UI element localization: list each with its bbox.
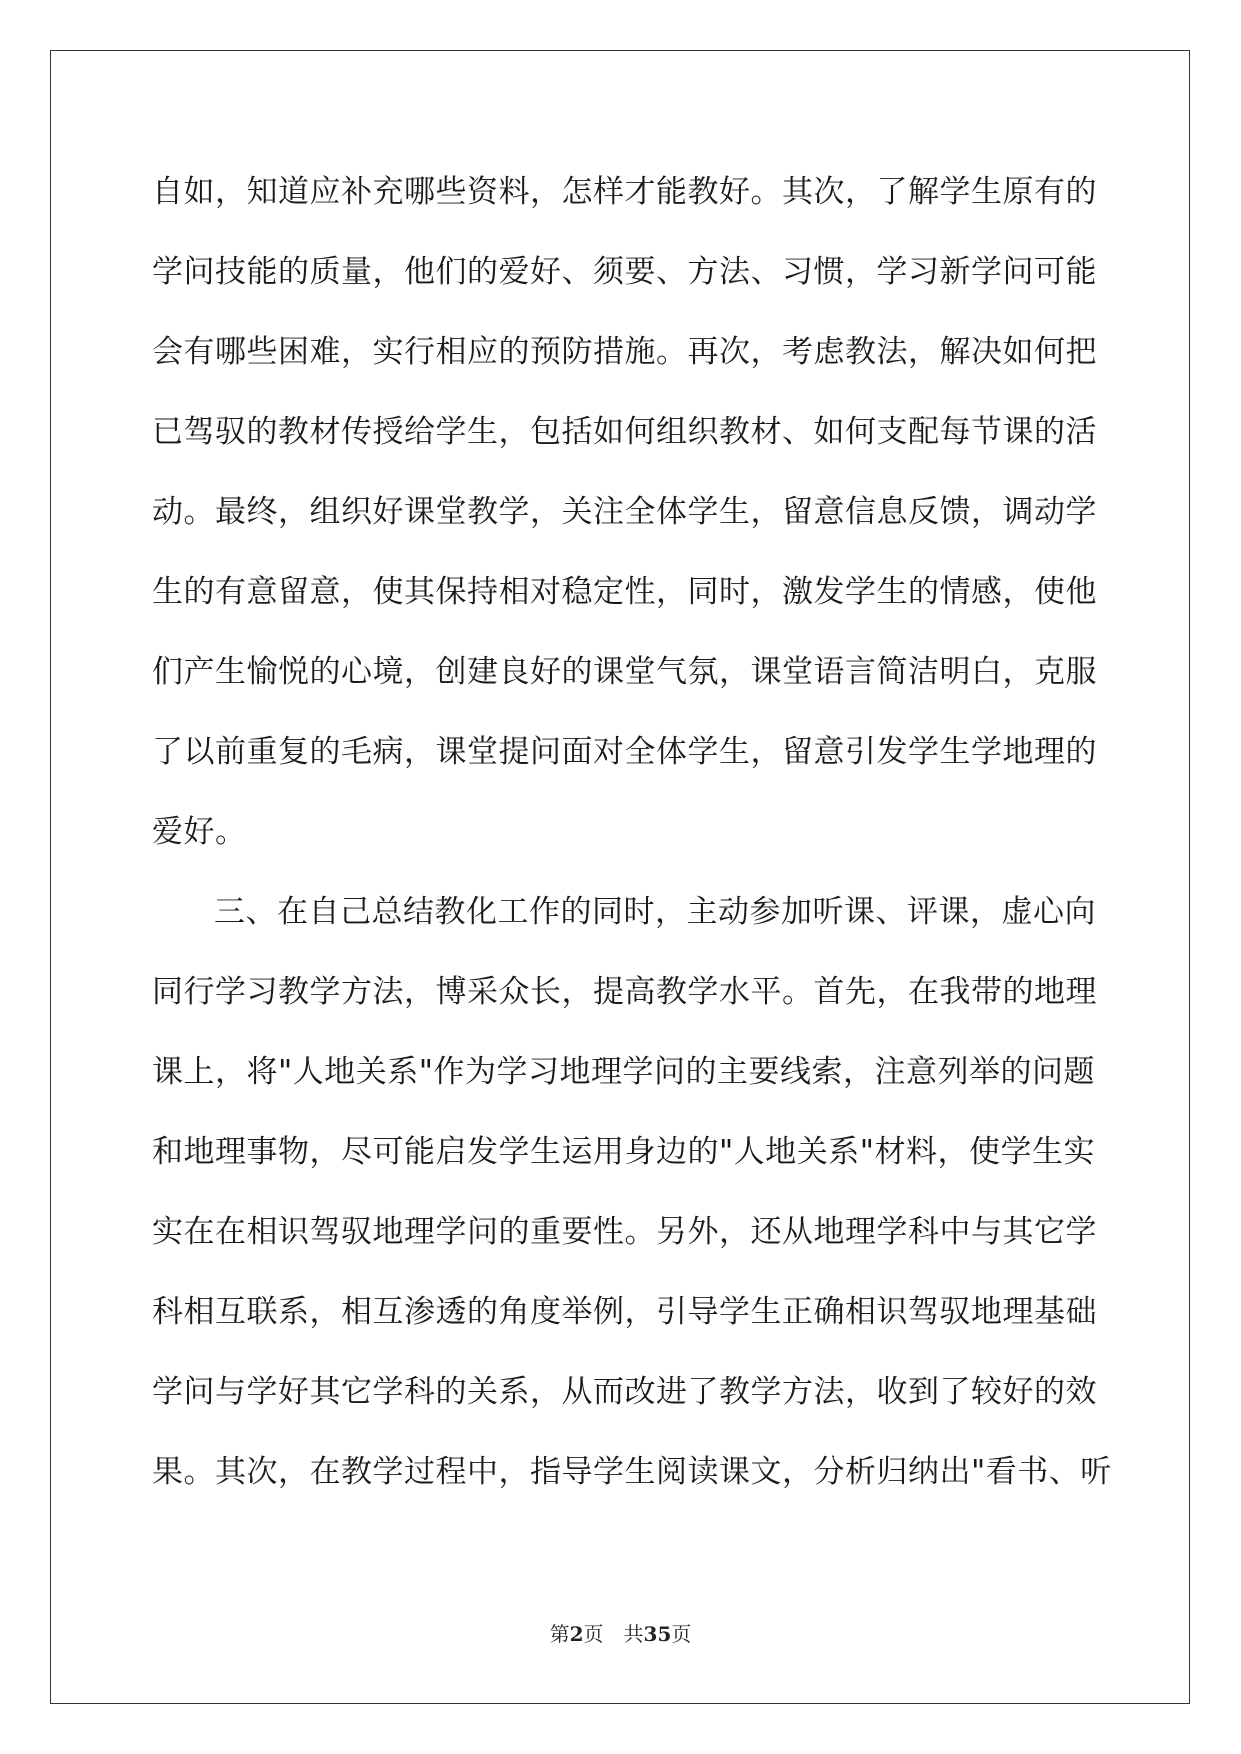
text-line: 和地理事物，尽可能启发学生运用身边的"人地关系"材料，使学生实 (152, 1134, 1096, 1170)
text-line: 自如，知道应补充哪些资料，怎样才能教好。其次，了解学生原有的 (152, 174, 1097, 210)
text-line: 学问与学好其它学科的关系，从而改进了教学方法，收到了较好的效 (152, 1374, 1097, 1410)
page-prefix: 第 (549, 1622, 570, 1646)
text-line: 课上，将"人地关系"作为学习地理学问的主要线索，注意列举的问题 (152, 1054, 1096, 1090)
page-number: 2 (569, 1622, 584, 1646)
text-line: 学问技能的质量，他们的爱好、须要、方法、习惯，学习新学问可能 (152, 254, 1097, 290)
text-line: 科相互联系，相互渗透的角度举例，引导学生正确相识驾驭地理基础 (152, 1294, 1097, 1330)
text-line: 生的有意留意，使其保持相对稳定性，同时，激发学生的情感，使他 (152, 574, 1097, 610)
text-line: 爱好。 (152, 814, 247, 850)
total-suffix: 页 (671, 1622, 692, 1646)
document-body (152, 152, 1112, 1512)
total-prefix: 共 (623, 1622, 644, 1646)
text-line: 会有哪些困难，实行相应的预防措施。再次，考虑教法，解决如何把 (152, 334, 1097, 370)
text-line: 已驾驭的教材传授给学生，包括如何组织教材、如何支配每节课的活 (152, 414, 1097, 450)
text-line: 动。最终，组织好课堂教学，关注全体学生，留意信息反馈，调动学 (152, 494, 1097, 530)
paragraph-start-line: 三、在自己总结教化工作的同时，主动参加听课、评课，虚心向 (214, 894, 1096, 930)
page-footer (0, 1618, 1241, 1647)
text-line: 了以前重复的毛病，课堂提问面对全体学生，留意引发学生学地理的 (152, 734, 1097, 770)
total-pages: 35 (643, 1622, 672, 1646)
page-suffix: 页 (583, 1622, 604, 1646)
text-line: 果。其次，在教学过程中，指导学生阅读课文，分析归纳出"看书、听 (152, 1454, 1112, 1490)
text-line: 实在在相识驾驭地理学问的重要性。另外，还从地理学科中与其它学 (152, 1214, 1097, 1250)
text-line: 同行学习教学方法，博采众长，提高教学水平。首先，在我带的地理 (152, 974, 1097, 1010)
text-line: 们产生愉悦的心境，创建良好的课堂气氛，课堂语言简洁明白，克服 (152, 654, 1097, 690)
